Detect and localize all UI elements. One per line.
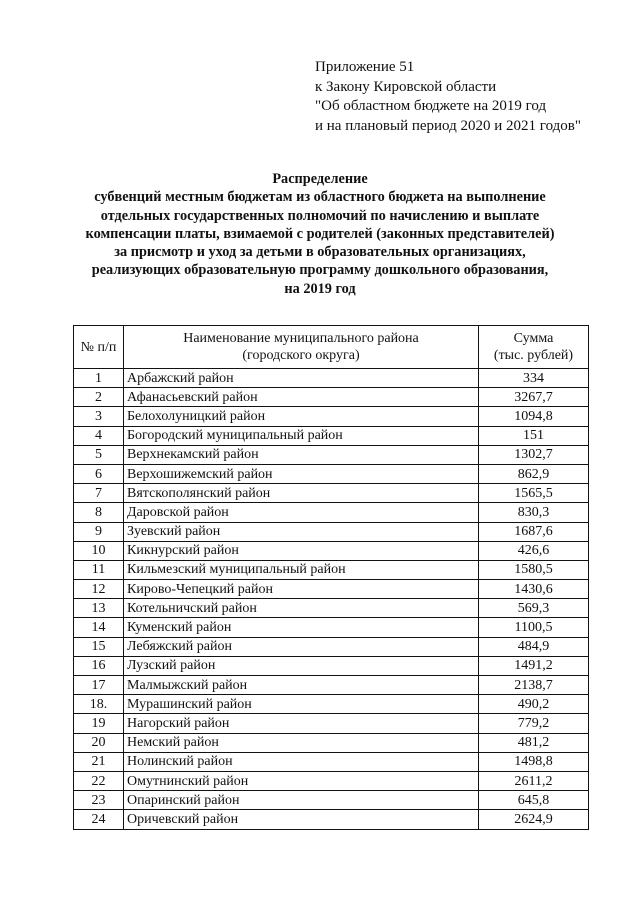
- subsidy-amount: 830,3: [479, 503, 589, 522]
- column-header-number-label: № п/п: [80, 339, 117, 355]
- appendix-header: [315, 58, 581, 136]
- column-header-sum-line-1: Сумма: [513, 331, 554, 346]
- title-line-5: за присмотр и уход за детьми в образовательных организациях,: [114, 244, 526, 261]
- subsidy-amount: 2624,9: [479, 810, 589, 829]
- row-number: 2: [74, 388, 124, 407]
- district-name: Котельничский район: [124, 599, 479, 618]
- district-name: Белохолуницкий район: [124, 407, 479, 426]
- table-row: [74, 637, 589, 656]
- subsidy-amount: 1687,6: [479, 522, 589, 541]
- table-row: [74, 791, 589, 810]
- subsidy-amount: 151: [479, 426, 589, 445]
- district-name: Нолинский район: [124, 752, 479, 771]
- column-header-name: [124, 326, 479, 369]
- row-number: 1: [74, 369, 124, 388]
- row-number: 6: [74, 464, 124, 483]
- table-row: [74, 695, 589, 714]
- table-row: [74, 733, 589, 752]
- column-header-sum: [479, 326, 589, 369]
- appendix-law-title-1: "Об областном бюджете на 2019 год: [315, 98, 547, 114]
- district-name: Богородский муниципальный район: [124, 426, 479, 445]
- row-number: 24: [74, 810, 124, 829]
- district-name: Зуевский район: [124, 522, 479, 541]
- subsidy-amount: 1430,6: [479, 580, 589, 599]
- subsidy-amount: 334: [479, 369, 589, 388]
- row-number: 18.: [74, 695, 124, 714]
- table-row: [74, 426, 589, 445]
- subsidy-amount: 862,9: [479, 464, 589, 483]
- subsidy-amount: 1094,8: [479, 407, 589, 426]
- row-number: 13: [74, 599, 124, 618]
- table-row: [74, 464, 589, 483]
- table-row: [74, 676, 589, 695]
- row-number: 10: [74, 541, 124, 560]
- subsidy-amount: 779,2: [479, 714, 589, 733]
- table-row: [74, 369, 589, 388]
- table-row: [74, 771, 589, 790]
- appendix-law-reference: к Закону Кировской области: [315, 78, 497, 95]
- table-row: [74, 484, 589, 503]
- row-number: 9: [74, 522, 124, 541]
- district-name: Немский район: [124, 733, 479, 752]
- table-row: [74, 714, 589, 733]
- district-name: Верхнекамский район: [124, 445, 479, 464]
- row-number: 16: [74, 656, 124, 675]
- district-name: Омутнинский район: [124, 771, 479, 790]
- title-line-4: компенсации платы, взимаемой с родителей (законных представителей): [85, 225, 555, 242]
- row-number: 11: [74, 560, 124, 579]
- subsidy-amount: 481,2: [479, 733, 589, 752]
- table-row: [74, 522, 589, 541]
- district-name: Опаринский район: [124, 791, 479, 810]
- table-row: [74, 752, 589, 771]
- document-title: [60, 170, 580, 298]
- subsidy-amount: 484,9: [479, 637, 589, 656]
- row-number: 3: [74, 407, 124, 426]
- subsidy-amount: 1498,8: [479, 752, 589, 771]
- subsidy-amount: 426,6: [479, 541, 589, 560]
- row-number: 19: [74, 714, 124, 733]
- appendix-law-title-2: и на плановый период 2020 и 2021 годов": [315, 117, 581, 134]
- table-row: [74, 503, 589, 522]
- district-name: Кирово-Чепецкий район: [124, 580, 479, 599]
- district-name: Лузский район: [124, 656, 479, 675]
- row-number: 8: [74, 503, 124, 522]
- title-line-1: Распределение: [272, 171, 368, 187]
- column-header-number: [74, 326, 124, 369]
- column-header-name-line-2: (городского округа): [242, 348, 360, 363]
- subsidy-amount: 1100,5: [479, 618, 589, 637]
- district-name: Мурашинский район: [124, 695, 479, 714]
- row-number: 20: [74, 733, 124, 752]
- row-number: 14: [74, 618, 124, 637]
- district-name: Лебяжский район: [124, 637, 479, 656]
- table-row: [74, 599, 589, 618]
- subsidy-amount: 2611,2: [479, 771, 589, 790]
- district-name: Арбажский район: [124, 369, 479, 388]
- row-number: 15: [74, 637, 124, 656]
- district-name: Малмыжский район: [124, 676, 479, 695]
- subsidy-amount: 1580,5: [479, 560, 589, 579]
- title-line-3: отдельных государственных полномочий по начислению и выплате: [100, 207, 540, 224]
- district-name: Даровской район: [124, 503, 479, 522]
- row-number: 23: [74, 791, 124, 810]
- row-number: 7: [74, 484, 124, 503]
- subsidy-amount: 1302,7: [479, 445, 589, 464]
- subsidy-amount: 645,8: [479, 791, 589, 810]
- table-row: [74, 388, 589, 407]
- row-number: 4: [74, 426, 124, 445]
- appendix-number: Приложение 51: [315, 59, 415, 75]
- district-name: Кикнурский район: [124, 541, 479, 560]
- table-body: [74, 369, 589, 830]
- table-row: [74, 810, 589, 829]
- table-row: [74, 580, 589, 599]
- row-number: 22: [74, 771, 124, 790]
- district-name: Нагорский район: [124, 714, 479, 733]
- table-row: [74, 541, 589, 560]
- subsidy-amount: 2138,7: [479, 676, 589, 695]
- title-line-6: реализующих образовательную программу дошкольного образования,: [91, 262, 549, 279]
- table-row: [74, 407, 589, 426]
- district-name: Вятскополянский район: [124, 484, 479, 503]
- distribution-table: [73, 325, 589, 830]
- table-row: [74, 445, 589, 464]
- subsidy-amount: 1491,2: [479, 656, 589, 675]
- table-row: [74, 560, 589, 579]
- row-number: 21: [74, 752, 124, 771]
- title-line-7: на 2019 год: [284, 280, 356, 297]
- subsidy-amount: 1565,5: [479, 484, 589, 503]
- district-name: Оричевский район: [124, 810, 479, 829]
- subsidy-amount: 3267,7: [479, 388, 589, 407]
- district-name: Куменский район: [124, 618, 479, 637]
- subsidy-amount: 490,2: [479, 695, 589, 714]
- district-name: Верхошижемский район: [124, 464, 479, 483]
- district-name: Афанасьевский район: [124, 388, 479, 407]
- column-header-name-line-1: Наименование муниципального района: [183, 331, 419, 346]
- row-number: 17: [74, 676, 124, 695]
- row-number: 5: [74, 445, 124, 464]
- subsidy-amount: 569,3: [479, 599, 589, 618]
- district-name: Кильмезский муниципальный район: [124, 560, 479, 579]
- table-header-row: [74, 326, 589, 369]
- column-header-sum-line-2: (тыс. рублей): [493, 348, 574, 363]
- table-row: [74, 656, 589, 675]
- row-number: 12: [74, 580, 124, 599]
- table-row: [74, 618, 589, 637]
- title-line-2: субвенций местным бюджетам из областного бюджета на выполнение: [94, 189, 546, 206]
